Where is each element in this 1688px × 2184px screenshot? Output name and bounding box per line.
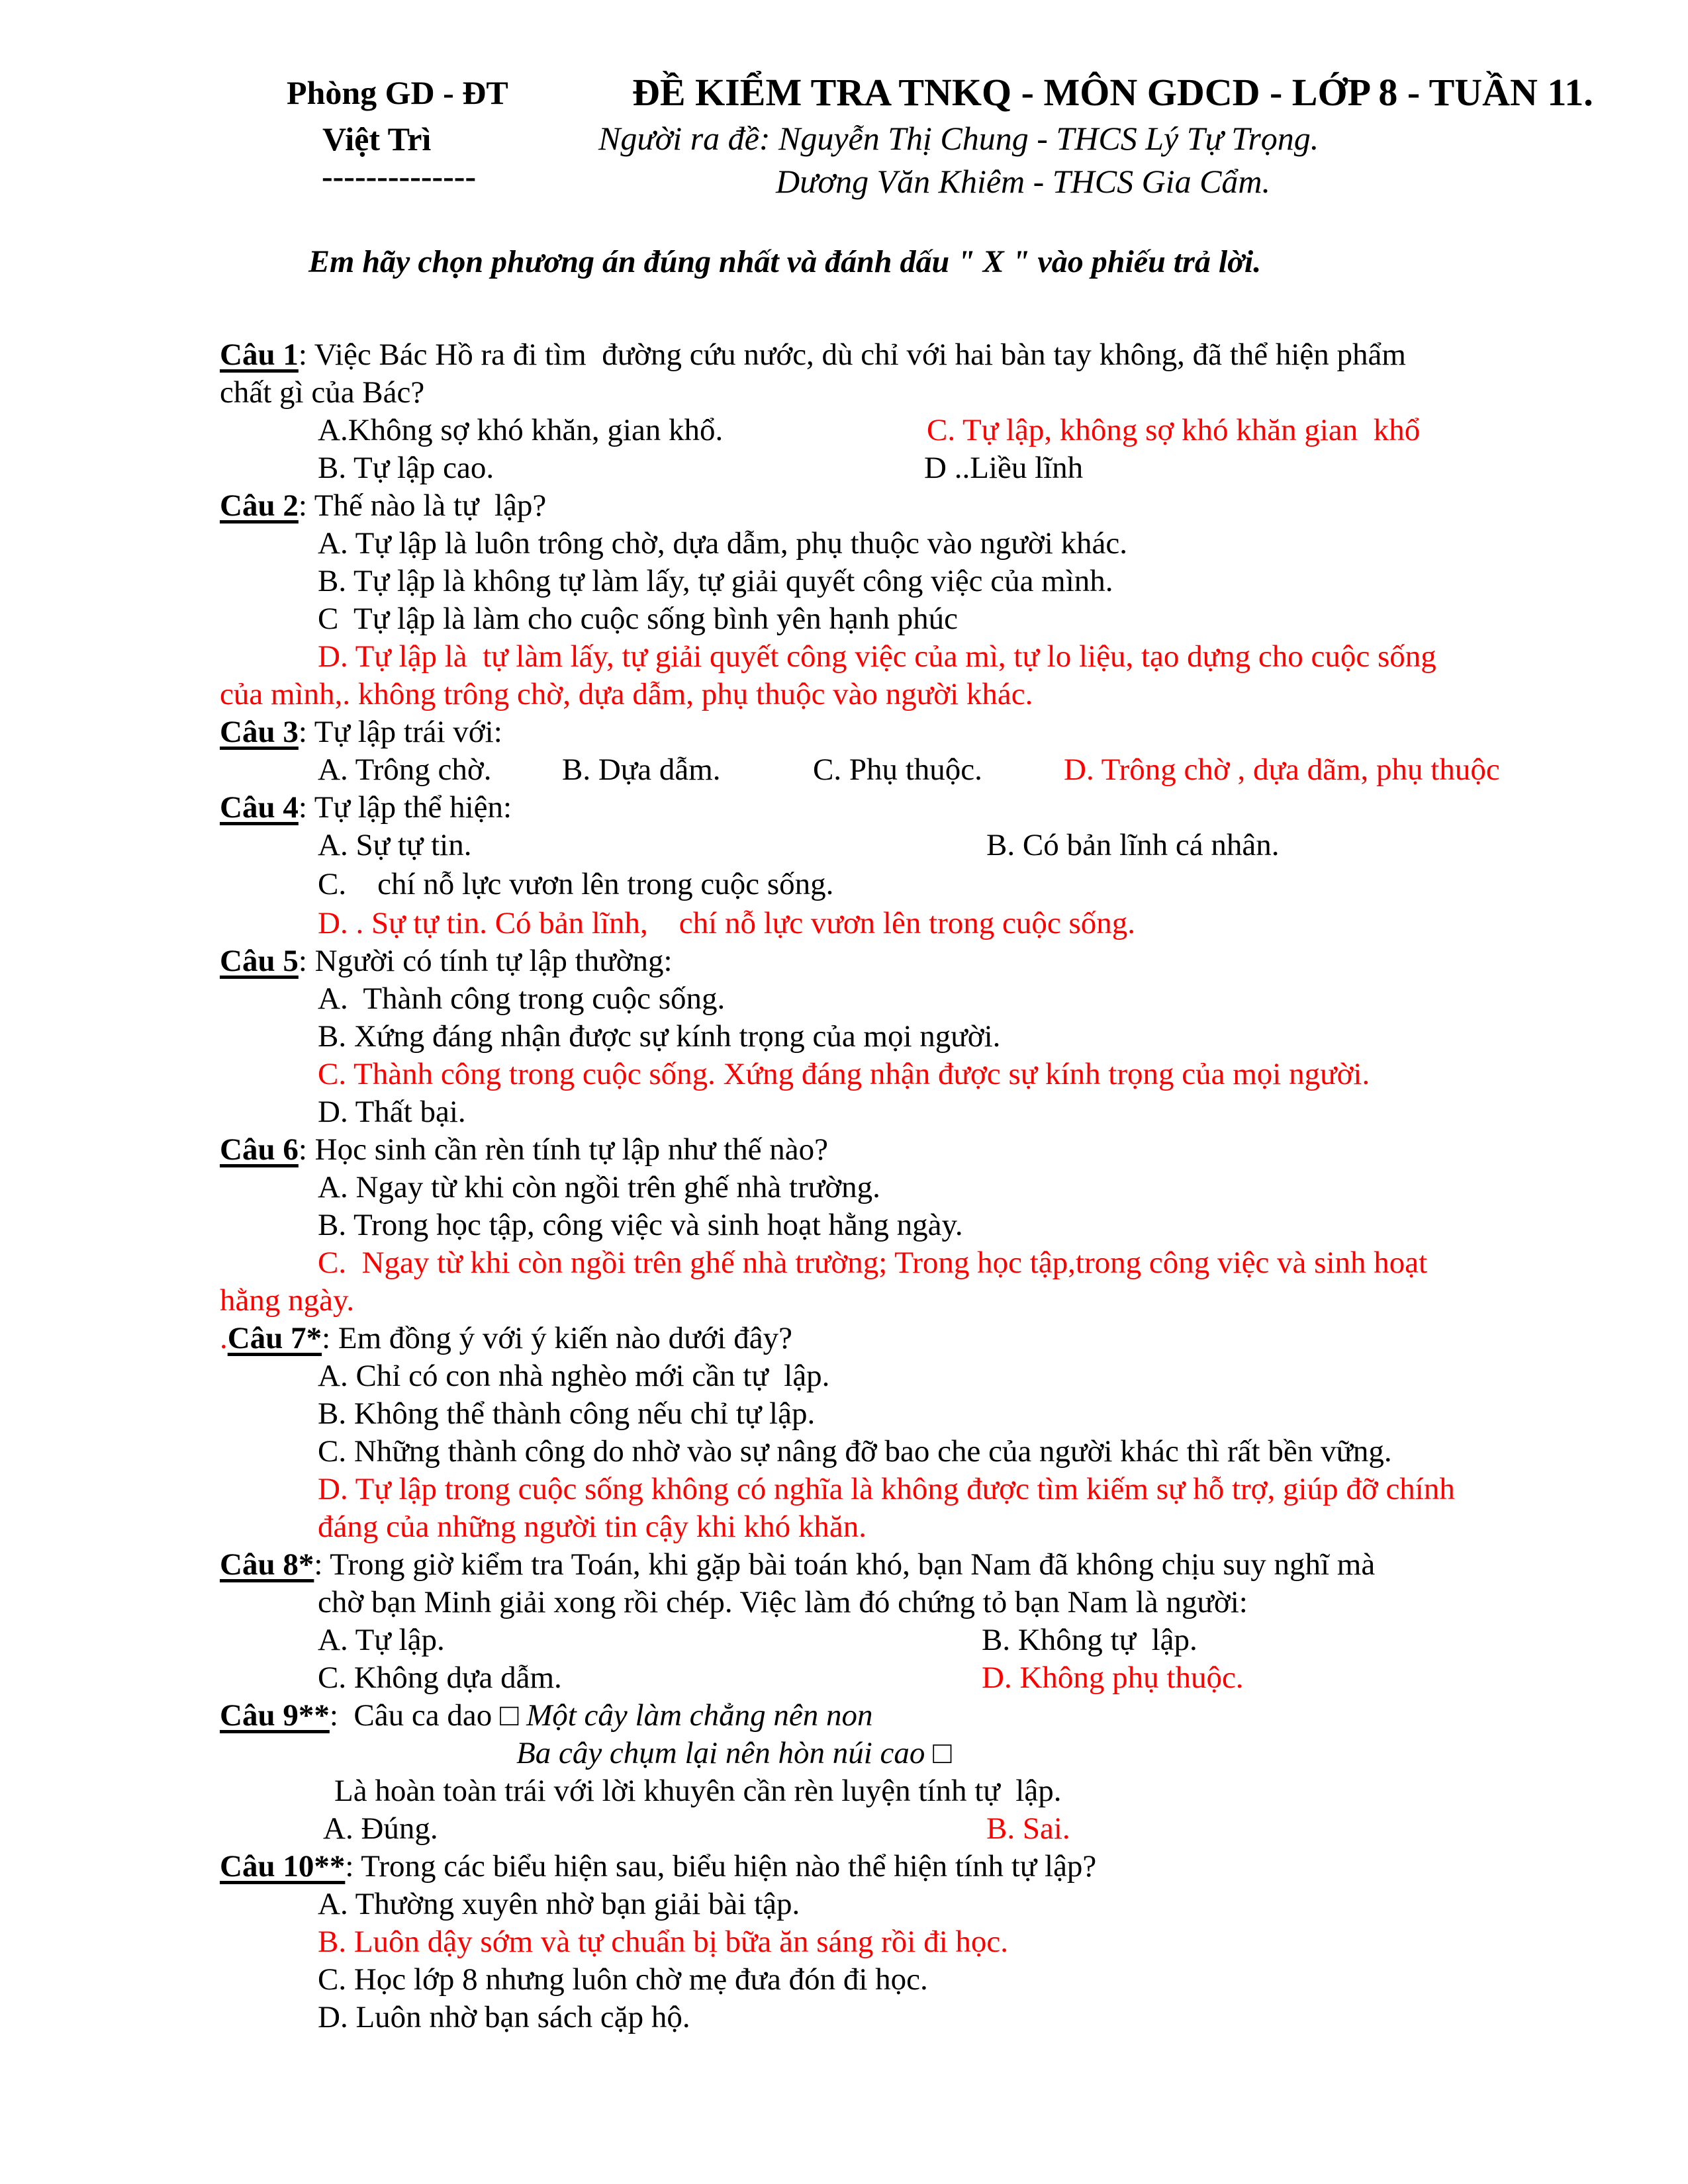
q7-opt-a (318, 1357, 829, 1395)
text-run: □ (933, 1736, 952, 1770)
text-run: : Thế nào là tự lập? (298, 488, 547, 523)
text-run: A. Ngay từ khi còn ngồi trên ghế nhà trường. (318, 1170, 880, 1205)
text-line (0, 1320, 1688, 1357)
text-run: A. Đúng. (323, 1811, 438, 1846)
text-run: chất gì của Bác? (220, 375, 425, 410)
text-run: B. Xứng đáng nhận được sự kính trọng của mọi người. (318, 1019, 1001, 1054)
author-line-2: Dương Văn Khiêm - THCS Gia Cẩm. (776, 163, 1271, 200)
text-line (0, 1546, 1688, 1584)
q2-opt-a (318, 525, 1127, 563)
text-run: D ..Liều lĩnh (924, 451, 1084, 485)
text-line (0, 525, 1688, 563)
q5-opt-d (318, 1093, 466, 1131)
office-name: Phòng GD - ĐT (287, 74, 508, 111)
q3-opt-b (562, 751, 721, 789)
text-line (0, 1433, 1688, 1471)
text-run: B. Sai. (986, 1811, 1070, 1846)
text-run: A. Thường xuyên nhờ bạn giải bài tập. (318, 1887, 800, 1921)
text-run: A. Tự lập là luôn trông chờ, dựa dẫm, phụ thuộc vào người khác. (318, 526, 1127, 561)
q2-text (220, 487, 546, 525)
text-line (0, 600, 1688, 638)
text-line (0, 1659, 1688, 1697)
text-line (0, 866, 1688, 903)
q8-opt-c (318, 1659, 562, 1697)
question-number-label: Câu 4 (220, 790, 299, 825)
text-run: : Em đồng ý với ý kiến nào dưới đây? (322, 1321, 792, 1355)
text-run: B. Luôn dậy sớm và tự chuẩn bị bữa ăn sáng rồi đi học. (318, 1925, 1009, 1959)
text-run: D. Tự lập trong cuộc sống không có nghĩa là không được tìm kiếm sự hỗ trợ, giúp đỡ chính (318, 1472, 1455, 1506)
text-line (0, 1621, 1688, 1659)
text-line (0, 412, 1688, 449)
text-line (0, 1282, 1688, 1320)
text-line (0, 1735, 1688, 1772)
q6-opt-c-answer-cont (220, 1282, 354, 1320)
text-run: của mình,. không trông chờ, dựa dẫm, phụ thuộc vào người khác. (220, 677, 1033, 711)
text-run: C Tự lập là làm cho cuộc sống bình yên hạnh phúc (318, 602, 959, 636)
text-run: C. chí nỗ lực vươn lên trong cuộc sống. (318, 867, 834, 901)
text-line (0, 676, 1688, 713)
q1-opt-b (318, 449, 494, 487)
q1-opt-c-answer (927, 412, 1420, 449)
question-number-label: Câu 8* (220, 1547, 314, 1582)
text-line (0, 1886, 1688, 1923)
q2-opt-c (318, 600, 958, 638)
question-number-label: Câu 7* (227, 1321, 322, 1355)
text-line (0, 1584, 1688, 1621)
q9-text (220, 1697, 873, 1735)
text-line (0, 980, 1688, 1018)
question-number-label: Câu 10** (220, 1849, 346, 1884)
text-run: : Câu ca dao □ (329, 1698, 527, 1733)
q4-opt-b (986, 827, 1280, 864)
text-line (0, 1169, 1688, 1206)
text-line (0, 1999, 1688, 2036)
text-line (0, 1357, 1688, 1395)
text-line (0, 713, 1688, 751)
text-line (0, 1244, 1688, 1282)
text-line (0, 1395, 1688, 1433)
question-number-label: Câu 6 (220, 1132, 299, 1167)
q9-opt-b-answer (986, 1810, 1070, 1848)
q8-opt-d-answer (982, 1659, 1244, 1697)
q10-text (220, 1848, 1096, 1886)
text-run: Ba cây chụm lại nên hòn núi cao (516, 1736, 933, 1770)
q4-opt-a (318, 827, 471, 864)
q2-opt-d-answer (318, 638, 1436, 676)
question-number-label: Câu 2 (220, 488, 299, 523)
text-line (0, 827, 1688, 864)
question-number-label: Câu 9** (220, 1698, 330, 1733)
q1-opt-a (318, 412, 723, 449)
q8-text (220, 1546, 1375, 1584)
q5-opt-a (318, 980, 725, 1018)
text-run: C. Không dựa dẫm. (318, 1661, 562, 1695)
q8-text-cont (318, 1584, 1248, 1621)
q10-opt-d (318, 1999, 690, 2036)
text-run: chờ bạn Minh giải xong rồi chép. Việc làm đó chứng tỏ bạn Nam là người: (318, 1585, 1248, 1619)
text-run: : Tự lập thể hiện: (298, 790, 512, 825)
text-line (0, 1961, 1688, 1999)
question-number-label: Câu 1 (220, 338, 299, 372)
text-run: Một cây làm chẳng nên non (526, 1698, 873, 1733)
q3-text (220, 713, 502, 751)
text-run: B. Tự lập cao. (318, 451, 494, 485)
q3-opt-a (318, 751, 492, 789)
text-line (0, 1056, 1688, 1093)
text-run: Là hoàn toàn trái với lời khuyên cần rèn luyện tính tự lập. (334, 1774, 1062, 1808)
text-run: . (220, 1321, 228, 1355)
text-run: hằng ngày. (220, 1283, 355, 1318)
q10-opt-a (318, 1886, 800, 1923)
text-run: D. Luôn nhờ bạn sách cặp hộ. (318, 2000, 690, 2034)
q4-opt-d-answer (318, 905, 1135, 942)
text-line (0, 1131, 1688, 1169)
office-divider-dashes: -------------- (322, 158, 477, 195)
text-run: C. Tự lập, không sợ khó khăn gian khổ (927, 413, 1421, 447)
text-line (0, 374, 1688, 412)
text-run: B. Không thể thành công nếu chỉ tự lập. (318, 1396, 816, 1431)
exam-title: ĐỀ KIỂM TRA TNKQ - MÔN GDCD - LỚP 8 - TUẦN 11. (632, 71, 1593, 114)
text-line (0, 638, 1688, 676)
q7-text (220, 1320, 792, 1357)
q1-text-cont (220, 374, 424, 412)
text-line (0, 1848, 1688, 1886)
text-line (0, 1772, 1688, 1810)
text-line (0, 336, 1688, 374)
text-line (0, 751, 1688, 789)
text-run: : Học sinh cần rèn tính tự lập như thế nào? (298, 1132, 828, 1167)
text-run: : Trong giờ kiểm tra Toán, khi gặp bài toán khó, bạn Nam đã không chịu suy nghĩ mà (314, 1547, 1376, 1582)
text-line (0, 487, 1688, 525)
text-run: : Người có tính tự lập thường: (298, 944, 673, 978)
text-line (0, 1206, 1688, 1244)
text-run: A. Sự tự tin. (318, 828, 472, 862)
q3-opt-d-answer (1064, 751, 1500, 789)
q2-opt-b (318, 563, 1113, 600)
q6-opt-a (318, 1169, 880, 1206)
question-number-label: Câu 3 (220, 715, 299, 749)
text-run: B. Trong học tập, công việc và sinh hoạt hằng ngày. (318, 1208, 963, 1242)
q7-opt-c (318, 1433, 1392, 1471)
q7-opt-d-answer (318, 1471, 1455, 1508)
text-line (0, 1471, 1688, 1508)
q5-text (220, 942, 673, 980)
text-run: D. . Sự tự tin. Có bản lĩnh, chí nỗ lực vươn lên trong cuộc sống. (318, 906, 1136, 940)
q7-opt-b (318, 1395, 815, 1433)
q4-opt-c (318, 866, 833, 903)
text-line (0, 1697, 1688, 1735)
text-line (0, 942, 1688, 980)
q9-text-cont (334, 1772, 1061, 1810)
q9-opt-a (323, 1810, 438, 1848)
text-run: : Việc Bác Hồ ra đi tìm đường cứu nước, dù chỉ với hai bàn tay không, đã thể hiện phẩm (298, 338, 1406, 372)
text-run: C. Phụ thuộc. (813, 752, 982, 787)
q8-opt-a (318, 1621, 445, 1659)
text-run: : Trong các biểu hiện sau, biểu hiện nào thể hiện tính tự lập? (345, 1849, 1097, 1884)
q5-opt-b (318, 1018, 1000, 1056)
text-line (0, 789, 1688, 827)
q6-opt-b (318, 1206, 963, 1244)
text-run: A. Tự lập. (318, 1623, 445, 1657)
text-run: A. Trông chờ. (318, 752, 492, 787)
q4-text (220, 789, 512, 827)
text-line (0, 1508, 1688, 1546)
office-city: Việt Trì (322, 120, 432, 158)
q10-opt-b-answer (318, 1923, 1008, 1961)
text-line (0, 905, 1688, 942)
q3-opt-c (813, 751, 982, 789)
text-run: C. Học lớp 8 nhưng luôn chờ mẹ đưa đón đi học. (318, 1962, 928, 1997)
text-run: C. Thành công trong cuộc sống. Xứng đáng nhận được sự kính trọng của mọi người. (318, 1057, 1370, 1091)
text-run: B. Dựa dẫm. (562, 752, 721, 787)
text-line (0, 449, 1688, 487)
text-run: đáng của những người tin cậy khi khó khăn. (318, 1510, 867, 1544)
text-run: : Tự lập trái với: (298, 715, 502, 749)
text-run: D. Không phụ thuộc. (982, 1661, 1244, 1695)
q5-opt-c-answer (318, 1056, 1370, 1093)
text-line (0, 1810, 1688, 1848)
q9-verse-2 (516, 1735, 952, 1772)
text-run: B. Không tự lập. (982, 1623, 1197, 1657)
text-run: D. Tự lập là tự làm lấy, tự giải quyết công việc của mì, tự lo liệu, tạo dựng cho cuộc sống (318, 639, 1436, 674)
text-run: D. Thất bại. (318, 1095, 466, 1129)
text-line (0, 563, 1688, 600)
text-run: A. Thành công trong cuộc sống. (318, 981, 726, 1016)
q6-text (220, 1131, 828, 1169)
q2-opt-d-answer-cont (220, 676, 1033, 713)
question-number-label: Câu 5 (220, 944, 299, 978)
q7-opt-d-answer-cont (318, 1508, 867, 1546)
text-line (0, 1018, 1688, 1056)
text-line (0, 1923, 1688, 1961)
q1-opt-d (924, 449, 1083, 487)
text-run: C. Ngay từ khi còn ngồi trên ghế nhà trường; Trong học tập,trong công việc và sinh hoạt (318, 1246, 1428, 1280)
q10-opt-c (318, 1961, 928, 1999)
q8-opt-b (982, 1621, 1197, 1659)
text-run: B. Tự lập là không tự làm lấy, tự giải quyết công việc của mình. (318, 564, 1113, 598)
text-run: B. Có bản lĩnh cá nhân. (986, 828, 1280, 862)
instruction-text: Em hãy chọn phương án đúng nhất và đánh dấu " X " vào phiếu trả lời. (308, 244, 1262, 279)
text-run: C. Những thành công do nhờ vào sự nâng đỡ bao che của người khác thì rất bền vững. (318, 1434, 1392, 1469)
q1-text (220, 336, 1406, 374)
author-line-1: Người ra đề: Nguyễn Thị Chung - THCS Lý Tự Trọng. (598, 120, 1319, 157)
text-run: A. Chỉ có con nhà nghèo mới cần tự lập. (318, 1359, 830, 1393)
text-line (0, 1093, 1688, 1131)
q6-opt-c-answer (318, 1244, 1427, 1282)
text-run: A.Không sợ khó khăn, gian khổ. (318, 413, 724, 447)
text-run: D. Trông chờ , dựa dãm, phụ thuộc (1064, 752, 1500, 787)
